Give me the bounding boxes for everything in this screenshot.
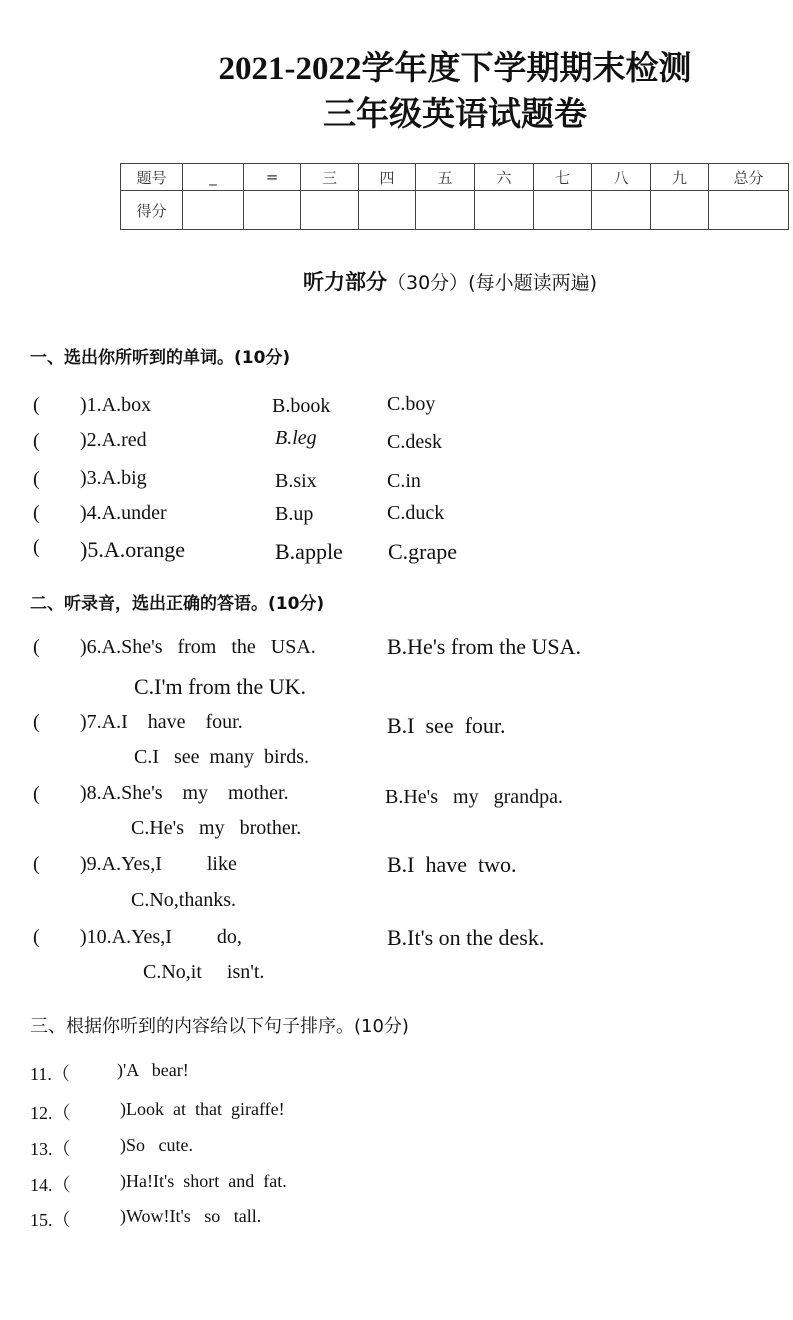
answer-paren[interactable]: (	[33, 536, 40, 558]
score-cell[interactable]	[244, 191, 301, 230]
question-6-option-a: )6.A.She's from the USA.	[80, 636, 316, 658]
option-c: C.No,thanks.	[131, 889, 236, 911]
score-cell[interactable]	[475, 191, 534, 230]
question-1: )1.A.box	[80, 394, 152, 416]
table-cell: 题号	[121, 164, 183, 191]
question-8-option-a: )8.A.She's my mother.	[80, 782, 289, 804]
option-c: C.I see many birds.	[134, 746, 309, 768]
option-b: B.He's my grandpa.	[385, 786, 564, 808]
answer-blank-13[interactable]: 13.（	[30, 1139, 71, 1159]
option-b: B.apple	[275, 539, 343, 564]
answer-paren[interactable]: (	[33, 636, 40, 658]
answer-paren[interactable]: (	[33, 394, 40, 416]
answer-blank-12[interactable]: 12.（	[30, 1103, 71, 1123]
option-c: C.desk	[387, 431, 442, 453]
option-b: B.I have two.	[387, 852, 517, 877]
option-b: B.book	[272, 395, 331, 417]
option-b: B.He's from the USA.	[387, 634, 582, 659]
score-cell[interactable]	[416, 191, 475, 230]
option-b: B.six	[275, 470, 317, 492]
option-c: C.He's my brother.	[131, 817, 302, 839]
section2-heading: 二、听录音，选出正确的答语。(10分)	[30, 594, 325, 614]
option-c: C.grape	[388, 539, 458, 564]
option-c: C.duck	[387, 502, 445, 524]
score-cell[interactable]	[301, 191, 359, 230]
table-cell: 总分	[709, 164, 789, 191]
table-cell: 四	[359, 164, 416, 191]
table-cell: 七	[534, 164, 592, 191]
question-7-option-a: )7.A.I have four.	[80, 711, 243, 733]
score-table-header-row	[121, 164, 789, 191]
listening-heading	[0, 266, 793, 296]
table-cell: _	[183, 164, 244, 191]
question-5: )5.A.orange	[80, 537, 186, 562]
score-cell[interactable]	[709, 191, 789, 230]
question-2: )2.A.red	[80, 429, 147, 451]
table-cell: 八	[592, 164, 651, 191]
question-10-option-a: )10.A.Yes,I do,	[80, 926, 242, 948]
answer-blank-15[interactable]: 15.（	[30, 1210, 71, 1230]
answer-paren[interactable]: (	[33, 468, 40, 490]
listening-title: 听力部分	[302, 270, 387, 294]
answer-blank-11[interactable]: 11.（	[30, 1064, 70, 1084]
exam-subtitle: 三年级英语试题卷	[323, 97, 587, 133]
score-cell[interactable]	[183, 191, 244, 230]
option-c: C.No,it isn't.	[143, 961, 265, 983]
score-cell[interactable]	[592, 191, 651, 230]
sentence-14: )Ha!It's short and fat.	[120, 1171, 287, 1191]
option-b: B.leg	[275, 427, 317, 449]
table-cell: 九	[651, 164, 709, 191]
sentence-15: )Wow!It's so tall.	[120, 1206, 262, 1226]
table-cell: 五	[416, 164, 475, 191]
answer-paren[interactable]: (	[33, 853, 40, 875]
score-cell[interactable]	[359, 191, 416, 230]
sentence-12: )Look at that giraffe!	[120, 1099, 285, 1119]
question-3: )3.A.big	[80, 467, 147, 489]
answer-paren[interactable]: (	[33, 926, 40, 948]
answer-blank-14[interactable]: 14.（	[30, 1175, 71, 1195]
table-cell: 六	[475, 164, 534, 191]
option-b: B.I see four.	[387, 713, 506, 738]
table-cell: 三	[301, 164, 359, 191]
option-c: C.boy	[387, 393, 436, 415]
section1-heading: 一、选出你所听到的单词。(10分)	[30, 348, 291, 368]
score-cell[interactable]	[651, 191, 709, 230]
score-table-score-row	[121, 191, 789, 230]
score-table	[120, 163, 789, 230]
table-cell: 得分	[121, 191, 183, 230]
section3-heading: 三、根据你听到的内容给以下句子排序。(10分)	[30, 1016, 409, 1037]
answer-paren[interactable]: (	[33, 430, 40, 452]
option-b: B.It's on the desk.	[387, 925, 545, 950]
option-c: C.in	[387, 470, 421, 492]
answer-paren[interactable]: (	[33, 502, 40, 524]
option-c: C.I'm from the UK.	[134, 674, 306, 699]
listening-note: （30分）(每小题读两遍)	[386, 272, 597, 294]
exam-title: 2021-2022学年度下学期期末检测	[218, 51, 692, 87]
sentence-11: )'A bear!	[117, 1060, 189, 1080]
table-cell: =	[244, 164, 301, 191]
score-cell[interactable]	[534, 191, 592, 230]
option-b: B.up	[275, 503, 314, 525]
answer-paren[interactable]: (	[33, 783, 40, 805]
answer-paren[interactable]: (	[33, 711, 40, 733]
question-9-option-a: )9.A.Yes,I like	[80, 853, 237, 875]
sentence-13: )So cute.	[120, 1135, 193, 1155]
question-4: )4.A.under	[80, 502, 167, 524]
